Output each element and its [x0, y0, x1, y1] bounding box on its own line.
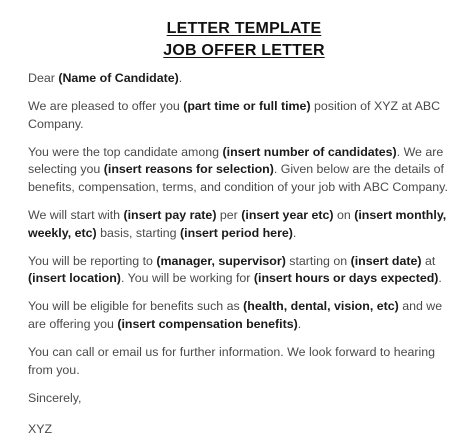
- offer-paragraph: [28, 98, 452, 133]
- greeting-text: Dear: [28, 71, 59, 85]
- employment-type-placeholder: (part time or full time): [183, 99, 311, 114]
- offer-text: We are pleased to offer you: [28, 99, 184, 114]
- pay-rate-placeholder: (insert pay rate): [123, 208, 217, 223]
- selection-paragraph: [28, 144, 452, 197]
- contact-text: You can call or email us for further information. We look forward to hearing from you.: [28, 345, 436, 377]
- candidates-count-placeholder: (insert number of candidates): [222, 144, 397, 159]
- benefits-text-2: and we are offering you: [28, 299, 443, 332]
- reporting-text-3: at: [421, 253, 436, 268]
- start-date-placeholder: (insert date): [350, 253, 422, 268]
- pay-text: We will start with: [28, 208, 124, 223]
- selection-text-2: . We are selecting you: [28, 144, 444, 177]
- pay-text-4: basis, starting: [96, 225, 180, 240]
- contact-paragraph: [28, 344, 452, 379]
- reporting-paragraph: [28, 253, 452, 288]
- greeting-punct: .: [178, 71, 183, 85]
- selection-reasons-placeholder: (insert reasons for selection): [103, 162, 274, 177]
- letter-subtitle: JOB OFFER LETTER: [163, 42, 325, 59]
- benefits-text: You will be eligible for benefits such as: [28, 299, 244, 314]
- benefits-text-end: .: [297, 317, 302, 332]
- greeting-paragraph: [28, 70, 452, 88]
- reporting-text-4: . You will be working for: [120, 271, 254, 286]
- pay-basis-placeholder: (insert monthly, weekly, etc): [28, 208, 447, 240]
- pay-text-2: per: [216, 208, 242, 223]
- benefits-paragraph: [28, 298, 452, 333]
- offer-text-end: position of XYZ at ABC Company.: [28, 99, 441, 131]
- closing: Sincerely,: [28, 390, 82, 405]
- reporting-text-end: .: [438, 271, 442, 286]
- benefits-list-placeholder: (health, dental, vision, etc): [243, 299, 399, 314]
- letter-body: [28, 70, 452, 439]
- pay-text-end: .: [292, 225, 297, 240]
- start-period-placeholder: (insert period here): [180, 225, 293, 240]
- hours-placeholder: (insert hours or days expected): [253, 271, 439, 286]
- selection-text: You were the top candidate among: [28, 144, 223, 159]
- pay-paragraph: [28, 207, 452, 242]
- letter-header: [36, 0, 452, 62]
- compensation-placeholder: (insert compensation benefits): [117, 317, 298, 332]
- manager-placeholder: (manager, supervisor): [156, 253, 286, 268]
- selection-text-end: . Given below are the details of benefits, compensation, terms, and condition of your job with ABC Company.: [28, 162, 448, 194]
- pay-period-placeholder: (insert year etc): [241, 208, 334, 223]
- pay-text-3: on: [333, 208, 355, 223]
- location-placeholder: (insert location): [28, 271, 121, 286]
- reporting-text: You will be reporting to: [28, 253, 157, 268]
- letter-title: LETTER TEMPLATE: [166, 20, 322, 37]
- reporting-text-2: starting on: [285, 253, 351, 268]
- signature: XYZ: [28, 422, 53, 437]
- candidate-name-placeholder: (Name of Candidate): [58, 71, 179, 85]
